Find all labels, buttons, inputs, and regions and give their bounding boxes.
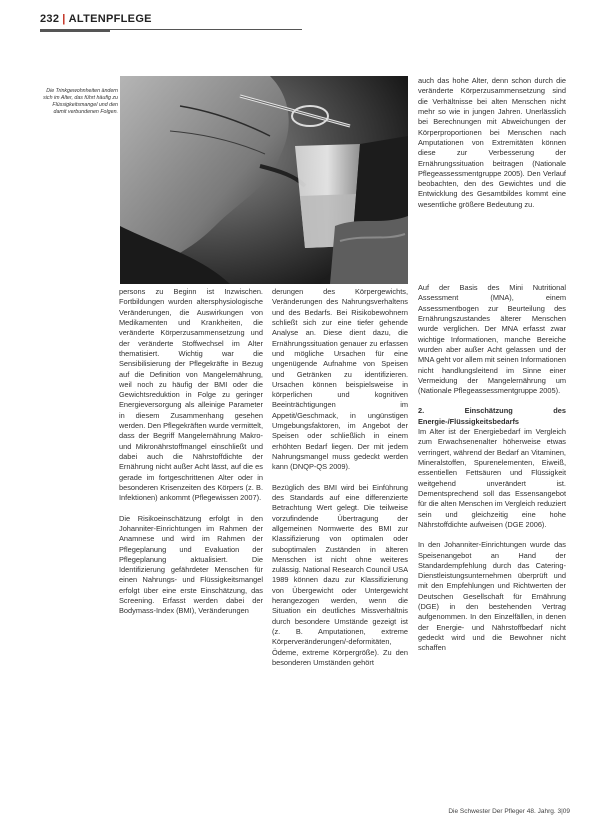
section-heading-text: 2. Einschätzung des Energie-/Flüssigkeitsbedarfs — [418, 406, 566, 426]
section-heading — [418, 406, 566, 427]
paragraph: In den Johanniter-Einrichtungen wurde das Speisenangebot an Hand der Standardempfehlung durch das Catering-Dienstleistungsunternehmen überprüft und mit den Empfehlungen und Richtwerten der Deutschen Gesellschaft für Ernährung (DGE) in den bestehenden Vertrag aufgenommen. In den Einzelfällen, in denen der Energie- und Nährstoffbedarf nicht gedeckt wird und die Bewohner nicht schaffen — [418, 540, 566, 653]
running-header — [40, 12, 152, 26]
text-column-2 — [272, 287, 408, 668]
paragraph: Die Risikoeinschätzung erfolgt in den Johanniter-Einrichtungen im Rahmen der Anamnese und wird im Rahmen der Pflegeplanung und Evaluation der Pflegeplanung aktualisiert. Die Identifizierung gefährdeter Menschen für einen Nahrungs- und Flüssigkeitsmangel erfolgt über eine erste Einschätzung, das Screening. Erfasst werden dabei der Bodymass-Index (BMI), Veränderungen — [119, 513, 263, 616]
paragraph: Bezüglich des BMI wird bei Einführung des Standards auf eine differenzierte Betrachtung Wert gelegt. Die teilweise vorzufindende Übertragung der allgemeinen Normwerte des BMI zur Klassifizierung von optimalen oder suboptimalen Zuständen in älteren Menschen ist nicht ohne weiteres zulässig. National Research Council USA 1989 können dazu zur Klassifizierung von Übergewicht oder Untergewicht herangezogen werden, wenn die Situation ein deutliches Missverhältnis durch besondere Umstände gezeigt ist (z. B. Amputationen, extreme Körperveränderungen/-deformitäten, Ödeme, extreme Körpergröße). Zu den besonderen Umständen gehört — [272, 482, 408, 667]
photo-illustration — [120, 76, 408, 284]
photo-caption: Die Trinkgewohnheiten ändern sich im Alter, das führt häufig zu Flüssigkeitsmangel und den damit verbundenen Folgen. — [43, 88, 118, 116]
text-column-3-top — [418, 76, 566, 210]
page-footer: Die Schwester Der Pfleger 48. Jahrg. 3|09 — [448, 808, 570, 815]
paragraph: auch das hohe Alter, denn schon durch die veränderte Körperzusammensetzung sind die Verhältnisse bei alten Menschen nicht mehr so wie in jungen Jahren. Unerlässlich bei Berechnungen mit Abweichungen der Körperproportionen bei Menschen nach Amputationen von Extremitäten können diese zur Verbesserung der Ernährungssituation beitragen (Nationale Pflegeassessmentgruppe 2005). Den Verlauf beobachten, den des Gewichtes und die Entwicklung des Gesamtbildes kommt eine wesentliche größere Bedeutung zu. — [418, 76, 566, 209]
paragraph: Im Alter ist der Energiebedarf im Vergleich zum Erwachsenenalter höherweise etwas verringert, während der Bedarf an Vitaminen, Mineralstoffen, Spurenelementen, Eiweiß, essentiellen Fettsäuren und Flüssigkeit weitgehend unverändert ist. Dementsprechend soll das Essensangebot für die alten Menschen im Vergleich reduziert sein und gleichzeitig eine hohe Nährstoffdichte aufweisen (DGE 2006). — [418, 427, 566, 529]
header-separator: | — [62, 13, 66, 25]
header-mark — [40, 30, 110, 32]
section-title: ALTENPFLEGE — [68, 13, 152, 25]
photo-elderly-man-drinking — [120, 76, 408, 284]
text-column-3 — [418, 283, 566, 654]
paragraph: persons zu Beginn ist Inzwischen. Fortbildungen wurden altersphysiologische Veränderungen, die Auswirkungen von Medikamenten und Krankheiten, die veränderte Körperzusammensetzung und der veränderte Stoffwechsel im Alter thematisiert. Wichtig war die Sensibilisierung der Pflegekräfte in Bezug auf die Definition von Mangelernährung, weil noch zu häufig der BMI oder die Gewichtsreduktion in Folge zu geringer Energieversorgung als alleinige Parameter in diesem Zusammenhang gesehen werden. Den Pflegekräften wurde vermittelt, dass der Begriff Mangelernährung Makro- und Mikronährstoffmangel einschließt und dabei auch die Nährstoffdichte der Ernährung nicht außer Acht lässt, auf die es gerade im fortgeschrittenen Alter oder in besonderen Krisenzeiten des Körpers (z. B. Infektionen) ankommt (Pflegewissen 2007). — [119, 287, 263, 503]
paragraph: Auf der Basis des Mini Nutritional Assessment (MNA), einem Assessmentbogen zur Beurteilung des Ernährungszustandes älterer Menschen wurde verglichen. Der MNA erfasst zwar wichtige Informationen, manche Bereiche wurden aber außer Acht gelassen und der MNA geht vor allem mit seinen Informationen nicht handlungsleitend im Sinne einer Vermeidung der Mangelernährung um (Nationale Pflegeassessmentgruppe 2005). — [418, 283, 566, 396]
page-number: 232 — [40, 13, 60, 25]
text-column-1 — [119, 287, 263, 617]
paragraph: derungen des Körpergewichts, Veränderungen des Nahrungsverhaltens und des Bedarfs. Bei Risikobewohnern schließt sich zur eine tiefer gehende Analyse an. Diese dient dazu, die Ernährungssituation genauer zu erfassen und mögliche Ursachen für eine ungenügende Aufnahme von Speisen und Getränken zu identifizieren. Ursachen können beispielsweise in körperlichen und kognitiven Beeinträchtigungen im Appetit/Geschmack, in ungünstigen Umgebungsfaktoren, im Angebot der Speisen oder schließlich in einem erhöhten Bedarf liegen. Der mit jedem Nahrungsmangel muss gedeckt werden kann (DNQP-QS 2009). — [272, 287, 408, 472]
